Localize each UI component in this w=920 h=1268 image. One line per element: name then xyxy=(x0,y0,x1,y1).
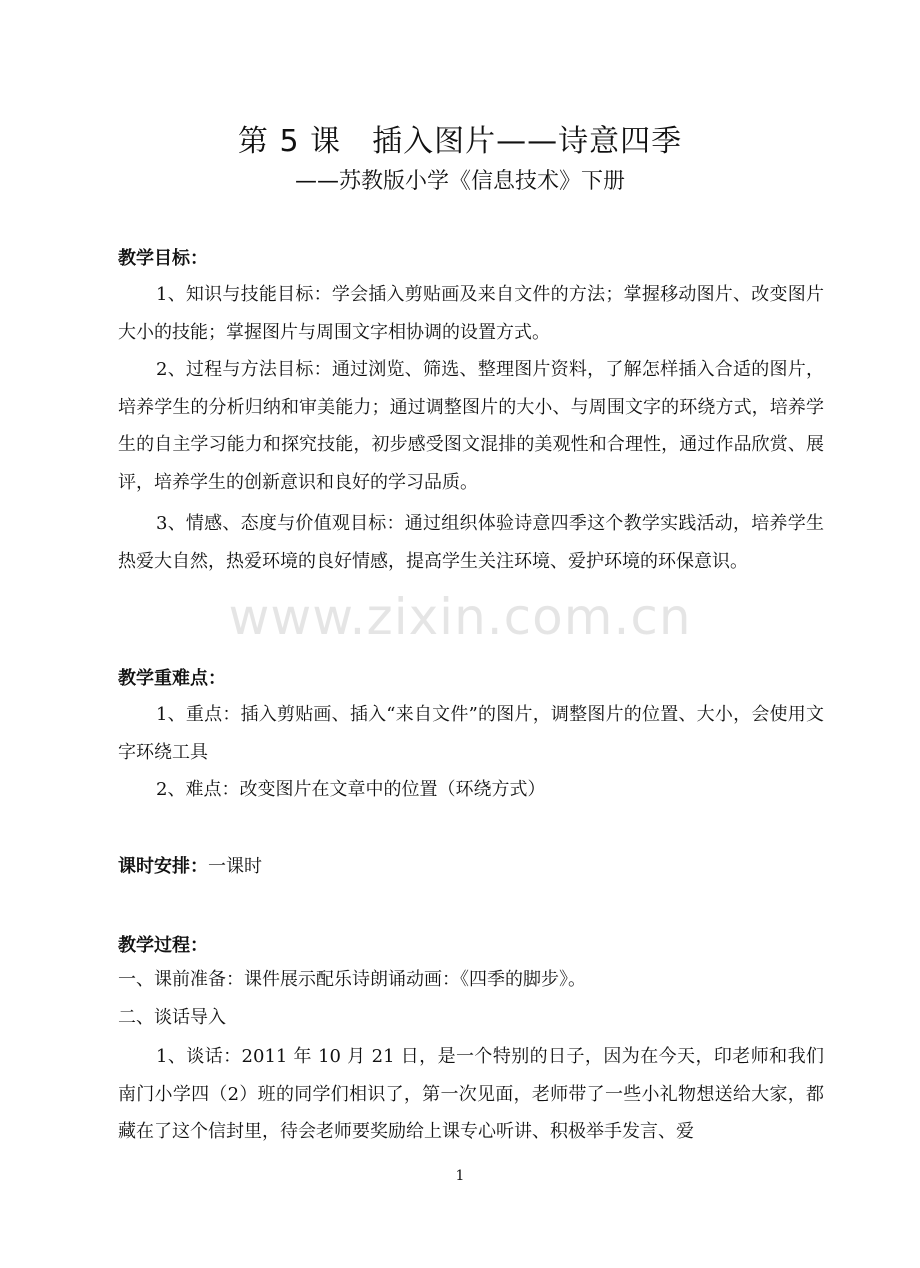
schedule-value: 一课时 xyxy=(208,856,262,877)
schedule-heading: 课时安排： xyxy=(118,856,208,877)
document-subtitle: ——苏教版小学《信息技术》下册 xyxy=(294,169,625,194)
goals-paragraph-3: 3、情感、态度与价值观目标：通过组织体验诗意四季这个教学实践活动，培养学生热爱大自然，热爱环境的良好情感，提高学生关注环境、爱护环境的环保意识。 xyxy=(118,513,824,572)
goals-paragraph-2: 2、过程与方法目标：通过浏览、筛选、整理图片资料，了解怎样插入合适的图片，培养学生的分析归纳和审美能力；通过调整图片的大小、与周围文字的环绕方式，培养学生的自主学习能力和探究技能，初步感受图文混排的美观性和合理性，通过作品欣赏、展评，培养学生的创新意识和良好的学习品质。 xyxy=(118,359,824,493)
process-paragraph-1: 1、谈话：2011 年 10 月 21 日，是一个特别的日子，因为在今天，印老师和我们南门小学四（2）班的同学们相识了，第一次见面，老师带了一些小礼物想送给大家，都藏在了这个信封里，待会老师要奖励给上课专心听讲、积极举手发言、爱 xyxy=(118,1046,824,1142)
key-points-paragraph-1: 1、重点：插入剪贴画、插入“来自文件”的图片，调整图片的位置、大小，会使用文字环绕工具 xyxy=(118,704,824,763)
process-line-1: 一、课前准备：课件展示配乐诗朗诵动画：《四季的脚步》。 xyxy=(118,969,586,990)
key-points-paragraph-2: 2、难点：改变图片在文章中的位置（环绕方式） xyxy=(156,779,546,800)
watermark: www.zixin.com.cn xyxy=(228,588,692,646)
goals-heading: 教学目标： xyxy=(118,248,208,269)
document-title: 第 5 课 插入图片——诗意四季 xyxy=(237,124,683,159)
key-points-heading: 教学重难点： xyxy=(118,668,226,689)
page-number: 1 xyxy=(455,1168,465,1184)
process-heading: 教学过程： xyxy=(118,935,208,956)
process-line-2: 二、谈话导入 xyxy=(118,1007,226,1028)
schedule-line xyxy=(118,848,824,886)
goals-paragraph-1: 1、知识与技能目标：学会插入剪贴画及来自文件的方法；掌握移动图片、改变图片大小的技能；掌握图片与周围文字相协调的设置方式。 xyxy=(118,284,824,343)
